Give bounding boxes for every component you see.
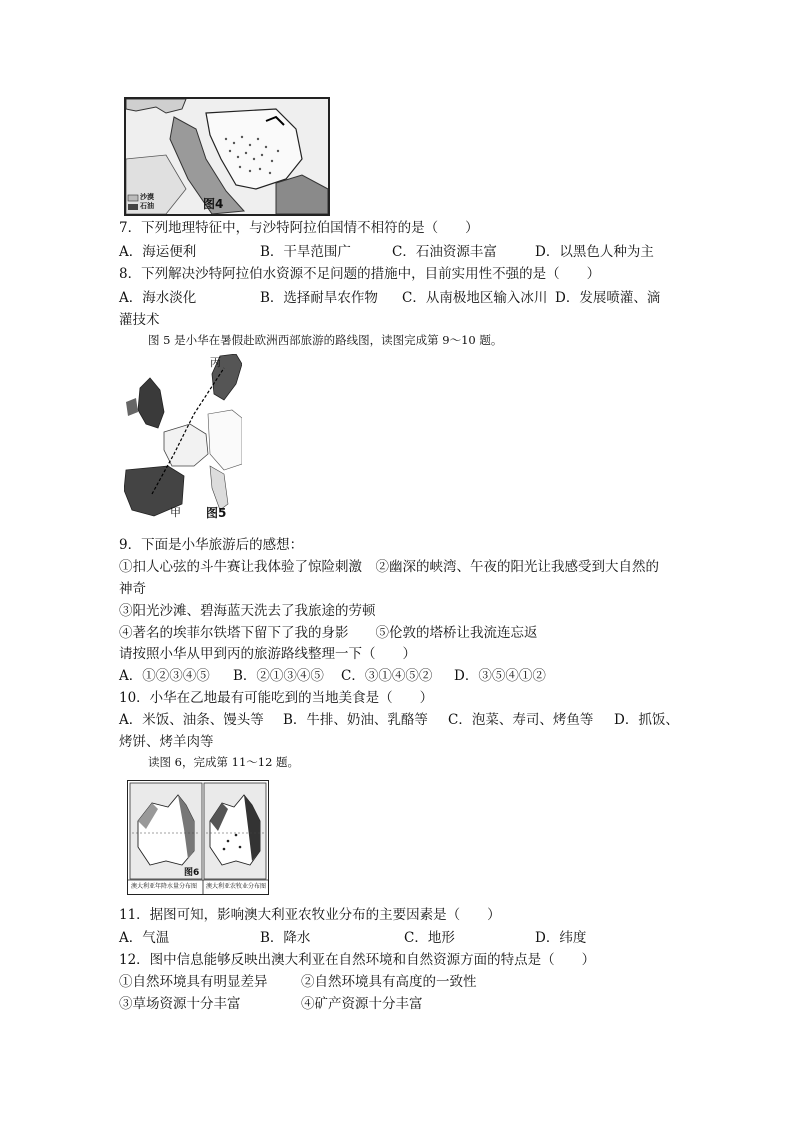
question-11-stem: 11．据图可知，影响澳大利亚农牧业分布的主要因素是（ ）	[119, 907, 501, 923]
question-7-stem: 7．下列地理特征中，与沙特阿拉伯国情不相符的是（ ）	[119, 220, 479, 236]
question-8-option-d-continuation: 灌技术	[119, 312, 160, 328]
question-11-option-b[interactable]: B．降水	[260, 930, 311, 946]
figure-6-australia-maps	[127, 780, 269, 895]
question-9-statement-1-2: ①扣人心弦的斗牛赛让我体验了惊险刺激 ②幽深的峡湾、午夜的阳光让我感受到大自然的	[119, 559, 659, 575]
question-12-statement-3: ③草场资源十分丰富	[119, 996, 241, 1012]
figure-5-europe-map	[124, 354, 242, 522]
question-10-option-b[interactable]: B．牛排、奶油、乳酪等	[283, 712, 428, 728]
figure-5-drawing	[124, 354, 242, 522]
figure-4-legend-oil: 石油	[140, 202, 154, 210]
question-10-stem: 10．小华在乙地最有可能吃到的当地美食是（ ）	[119, 690, 434, 706]
figure-4-legend-desert: 沙漠	[140, 193, 154, 201]
figure-6-caption-right: 澳大利亚农牧业分布图	[206, 883, 267, 890]
figure-5-mark-jia: 甲	[170, 506, 181, 519]
figure-6-caption-left: 澳大利亚年降水量分布图	[131, 883, 198, 890]
question-12-statement-1: ①自然环境具有明显差异	[119, 974, 268, 990]
question-9-option-c[interactable]: C．③①④⑤②	[341, 668, 433, 684]
question-9-statement-3: ③阳光沙滩、碧海蓝天洗去了我旅途的劳顿	[119, 603, 376, 619]
figure-6-label: 图6	[184, 868, 200, 878]
question-11-option-a[interactable]: A．气温	[119, 930, 170, 946]
question-11-option-d[interactable]: D．纬度	[535, 930, 587, 946]
question-12-statement-4: ④矿产资源十分丰富	[301, 996, 423, 1012]
question-9-stem: 9．下面是小华旅游后的感想：	[119, 537, 304, 553]
question-9-option-d[interactable]: D．③⑤④①②	[454, 668, 546, 684]
question-7-option-d[interactable]: D．以黑色人种为主	[535, 244, 654, 260]
figure-6-caption: 读图 6，完成第 11～12 题。	[148, 755, 300, 769]
question-9-statement-4-5: ④著名的埃菲尔铁塔下留下了我的身影 ⑤伦敦的塔桥让我流连忘返	[119, 625, 538, 641]
question-9-statement-2-cont: 神奇	[119, 581, 146, 597]
question-9-option-b[interactable]: B．②①③④⑤	[233, 668, 324, 684]
figure-5-mark-bing: 丙	[210, 356, 221, 369]
figure-4-drawing	[126, 99, 328, 214]
question-12-statement-2: ②自然环境具有高度的一致性	[301, 974, 477, 990]
question-11-option-c[interactable]: C．地形	[404, 930, 455, 946]
question-7-option-a[interactable]: A．海运便利	[119, 244, 197, 260]
question-7-option-c[interactable]: C．石油资源丰富	[392, 244, 497, 260]
question-7-option-b[interactable]: B．干旱范围广	[260, 244, 351, 260]
question-12-stem: 12．图中信息能够反映出澳大利亚在自然环境和自然资源方面的特点是（ ）	[119, 952, 596, 968]
question-8-option-b[interactable]: B．选择耐旱农作物	[260, 290, 378, 306]
figure-5-label: 图5	[206, 506, 227, 520]
question-9-option-a[interactable]: A．①②③④⑤	[119, 668, 210, 684]
question-9-ask: 请按照小华从甲到丙的旅游路线整理一下（ ）	[119, 646, 416, 662]
question-8-option-a[interactable]: A．海水淡化	[119, 290, 197, 306]
question-10-option-a[interactable]: A．米饭、油条、馒头等	[119, 712, 264, 728]
question-10-option-c[interactable]: C．泡菜、寿司、烤鱼等	[448, 712, 594, 728]
question-10-option-d-continuation: 烤饼、烤羊肉等	[119, 734, 214, 750]
figure-4-saudi-map	[124, 97, 330, 216]
question-8-option-d[interactable]: D．发展喷灌、滴	[555, 290, 661, 306]
figure-5-caption: 图 5 是小华在暑假赴欧洲西部旅游的路线图，读图完成第 9～10 题。	[148, 333, 503, 347]
question-8-option-c[interactable]: C．从南极地区输入冰川	[402, 290, 548, 306]
question-10-option-d[interactable]: D．抓饭、	[614, 712, 679, 728]
figure-4-label: 图4	[203, 197, 224, 211]
question-8-stem: 8．下列解决沙特阿拉伯水资源不足问题的措施中，目前实用性不强的是（ ）	[119, 266, 601, 282]
